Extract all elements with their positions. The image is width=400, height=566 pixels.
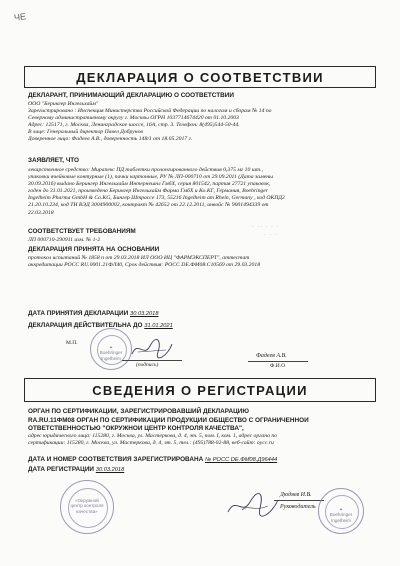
requirements-line: ЛП 000710-290911 изм. № 1-2 <box>28 237 101 243</box>
claims-heading: ЗАЯВЛЯЕТ, ЧТО <box>28 157 80 164</box>
applicant-heading: ДЕКЛАРАНТ, ПРИНИМАЮЩИЙ ДЕКЛАРАЦИЮ О СООТВЕТСТВИИ <box>28 92 234 99</box>
applicant-line: Зарегистрировано : Инспекция Министерства Российской Федерации по налогам и сборам № 14 по <box>28 108 272 115</box>
claims-line: 21.20.10.234, код ТН ВЭД 3004900002, контракт № 42652 от 22.12.2011, инвойс № 9001494339 от <box>28 202 269 209</box>
registration-stamp <box>60 480 114 534</box>
signature-mark <box>128 336 174 360</box>
accepted-label: ДАТА ПРИНЯТИЯ ДЕКЛАРАЦИИ <box>28 310 129 317</box>
signature-caption: (подпись) <box>136 362 159 368</box>
claims-line: упаковки ячейковые контурные (1), пачки картонные, РУ № ЛП-000710 от 29.09.2011 (Дата замены <box>28 174 273 181</box>
registration-signer-role: Руководитель <box>280 504 316 510</box>
name-rule <box>248 361 308 362</box>
applicant-line: Северному административному округу г. Москвы ОГРН 1037714674420 от 01.10.2003 <box>28 115 239 122</box>
organ-heading: ОРГАН ПО СЕРТИФИКАЦИИ, ЗАРЕГИСТРИРОВАВШИЙ ДЕКЛАРАЦИЮ <box>28 408 249 415</box>
registration-signer-name: Дюдяев И.В. <box>280 492 312 498</box>
regdata-row <box>28 456 374 464</box>
company-stamp-text: ✦ Boehringer Ingelheim <box>99 345 123 361</box>
company-stamp-2-text: ✦ Boehringer Ingelheim <box>329 507 353 523</box>
regdate-label: ДАТА РЕГИСТРАЦИИ <box>28 466 95 473</box>
mp-label: М.П. <box>66 340 78 346</box>
basis-block <box>28 255 374 269</box>
registration-title: СВЕДЕНИЯ О РЕГИСТРАЦИИ <box>92 382 308 398</box>
faint-marks: · · · <box>264 232 278 238</box>
accepted-row <box>28 310 374 318</box>
declaration-title: ДЕКЛАРАЦИЯ О СООТВЕТСТВИИ <box>76 69 324 85</box>
name-caption: Ф.И.О <box>270 363 286 369</box>
declaration-signer-name: Фадеев А.В. <box>256 353 287 359</box>
applicant-block <box>28 101 374 144</box>
valid-label: ДЕКЛАРАЦИЯ ДЕЙСТВИТЕЛЬНА ДО <box>28 322 143 329</box>
basis-line: аккредитации РОСС RU.0001.21ФЛ40, Срок действия: РОСС DE.ФМ08.С10569 от 29.03.2018 <box>28 262 261 269</box>
company-stamp-2 <box>318 488 364 534</box>
claims-line: 22.03.2018 <box>28 209 54 216</box>
faint-marks: · ·· · · · <box>252 224 280 230</box>
corner-note: ЧЕ <box>13 11 27 23</box>
claims-line: Ingelheim Pharma GmbH & Co.KG, Бингер Штрассе 173, 55216 Ingelheim am Rhein, Germany , код ОКПД2 <box>28 195 285 202</box>
declaration-title-box <box>24 66 376 88</box>
basis-line: протокол испытаний № 1858 п от 29.03.2018 ИЛ ООО ИЦ "ФАРМЭКСПЕРТ", аттестат <box>28 255 250 261</box>
valid-date: 31.01.2021 <box>144 323 173 329</box>
applicant-line: В лице: Генеральный директор Павел Добрунов <box>28 129 143 136</box>
registration-title-box <box>24 378 376 402</box>
registration-signature-mark <box>224 490 282 520</box>
organ-line: ОТВЕТСТВЕННОСТЬЮ "ОКРУЖНОЙ ЦЕНТР КОНТРОЛЯ КАЧЕСТВА", <box>28 425 244 432</box>
applicant-line: ООО "Берингер Ингельхайм" <box>28 101 99 107</box>
document-frame <box>24 20 376 560</box>
organ-line: сертификации: 115280, г. Москва, ул. Мастеркова, д. 4, эт. 5, тел.: (495)788-02-88, веб-сайт: oycc.ru <box>28 440 274 447</box>
organ-line: адрес юридического лица: 115280, г. Москва, ул. Мастеркова, д. 4, эт. 5, пом. I, ком. 1, адрес органа по <box>28 433 278 439</box>
regdate-value: 30.03.2018 <box>95 467 125 473</box>
claims-block <box>28 167 374 217</box>
registration-name-rule <box>274 500 324 501</box>
valid-row <box>28 322 374 330</box>
organ-block <box>28 417 374 447</box>
regdata-label: ДАТА И НОМЕР СООТВЕТСТВИЯ ЗАРЕГИСТРИРОВАНА <box>28 456 204 463</box>
claims-line: годен до 31.01.2021, произведено Берингер Ингельхайм Фарма ГмбХ и Ко.КГ, Германия, Boehringer <box>28 188 269 195</box>
applicant-line: Доверенное лицо: Фадеев А.В., доверенность 148/1 от 18.05.2017 г. <box>28 136 193 143</box>
regdata-value: № РОСС DE.ФМ08.Д96444 <box>205 457 278 463</box>
claims-line: 30.09.2016) выдано Берингер Ингельхайм Интернешнл ГмбХ, серия 801542, партия 27721 упаковок, <box>28 181 271 188</box>
basis-heading: ДЕКЛАРАЦИЯ ПРИНЯТА НА ОСНОВАНИИ <box>28 246 160 253</box>
accepted-date: 30.03.2018 <box>130 311 159 317</box>
claims-line: лекарственное средство: Мирапекс ПД таблетки пролонгированного действия 0,375 мг 10 шт., <box>28 167 264 173</box>
company-stamp <box>90 328 132 370</box>
registration-stamp-text: «Окружной центр контроля качества» <box>70 498 104 514</box>
applicant-line: Адрес: 125171, г. Москва, Ленинградское шоссе, 16А, стр. 3. Телефон: 8(495)544-50-44. <box>28 122 240 129</box>
organ-line: RA.RU.11ФМ08 ОРГАН ПО СЕРТИФИКАЦИИ ПРОДУКЦИИ ОБЩЕСТВО С ОГРАНИЧЕННОЙ <box>28 417 309 424</box>
regdate-row <box>28 466 374 474</box>
signature-rule <box>122 360 182 361</box>
requirements-heading: СООТВЕТСТВУЕТ ТРЕБОВАНИЯМ <box>28 228 136 235</box>
